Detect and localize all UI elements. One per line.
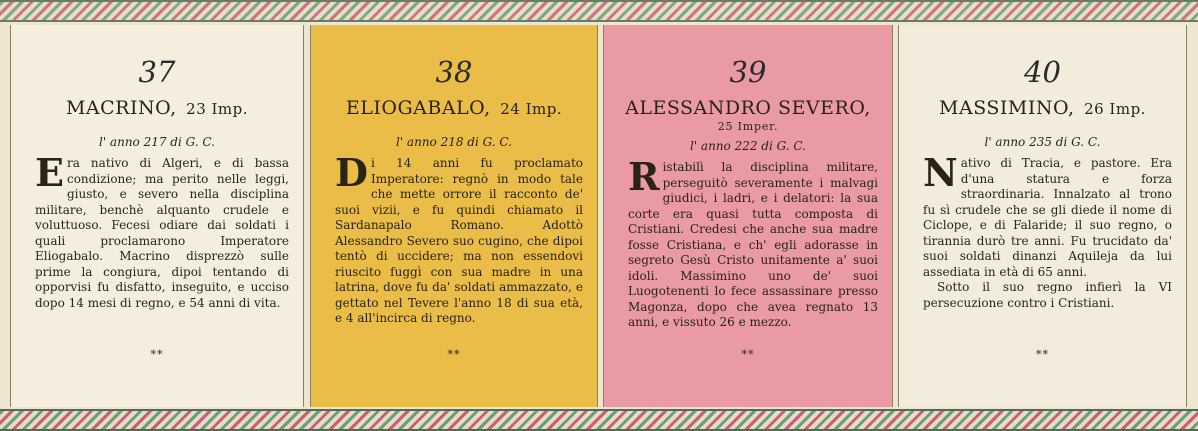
emperor-title (11, 97, 303, 119)
reign-year: l' anno 217 di G. C. (98, 135, 215, 149)
drop-cap: D (335, 150, 368, 195)
reign-year: l' anno 235 di G. C. (984, 135, 1101, 149)
emperor-name: MACRINO, (65, 97, 177, 119)
biography-body: istabilì la disciplina militare, perseguitò severamente i malvagi giudici, i ladri, e i delatori: la sua corte era quasi tutta composta di Cristiani. Credesi che anche sua madre fosse Cristiana, e ch' egli adorasse in segreto Gesù Cristo unitamente a' suoi idoli. Massimino uno de' suoi Luogotenenti lo fece assassinare presso Magonza, dopo che avea regnato 13 anni, e vissuto 26 e mezzo. (628, 160, 878, 329)
biography-text (35, 150, 289, 311)
ornament-stars: ** (1036, 348, 1049, 361)
card-number: 37 (138, 55, 176, 89)
biography-body: ra nativo di Algeri, e di bassa condizione; ma perito nelle leggi, giusto, e severo nella disciplina militare, benchè alquanto crudele e voluttuoso. Fecesi odiare dai soldati i quali proclamarono Imperatore Eliogabalo. Macrino disprezzò sulle prime la congiura, dipoi tentando di opporvisi fu disfatto, inseguito, e ucciso dopo 14 mesi di regno, e 54 anni di vita. (35, 156, 289, 310)
biography-body: i 14 anni fu proclamato Imperatore: regnò in modo tale che mette orrore il racconto de' suoi vizii, e fu quindi chiamato il Sardanapalo Romano. Adottò Alessandro Severo suo cugino, che dipoi tentò di uccidere; ma non essendovi riuscito fuggì con sua madre in una latrina, dove fu da' soldati ammazzato, e gettato nel Tevere l'anno 18 di sua età, e 4 all'incirca di regno. (335, 156, 583, 325)
biography-text (335, 150, 583, 327)
emperor-name: ALESSANDRO SEVERO, (625, 97, 871, 119)
emperor-title (899, 97, 1186, 119)
drop-cap: R (628, 154, 660, 199)
biography-text (628, 154, 878, 331)
emperor-card-38 (310, 25, 598, 407)
emperor-name: ELIOGABALO, (345, 97, 491, 119)
card-number: 40 (1024, 55, 1061, 89)
emperor-card-39 (603, 25, 893, 407)
ornament-stars: ** (741, 348, 755, 361)
emperor-ordinal: 23 Imp. (186, 100, 249, 118)
emperor-card-37 (10, 25, 304, 407)
emperor-title (604, 97, 892, 119)
emperor-ordinal: 25 Imper. (717, 120, 779, 133)
biography-note: Sotto il suo regno infierì la VI persecuzione contro i Cristiani. (923, 280, 1172, 310)
card-number: 38 (435, 55, 473, 89)
decorative-top-border (0, 0, 1198, 22)
drop-cap: E (35, 150, 64, 195)
ornament-stars: ** (150, 348, 164, 361)
emperor-title (311, 97, 597, 119)
ornament-stars: ** (447, 348, 461, 361)
emperor-name: MASSIMINO, (939, 97, 1075, 119)
emperor-ordinal: 26 Imp. (1084, 100, 1146, 118)
reign-year: l' anno 218 di G. C. (395, 135, 512, 149)
reign-year: l' anno 222 di G. C. (689, 139, 806, 153)
emperor-ordinal: 24 Imp. (500, 100, 563, 118)
biography-text (923, 150, 1172, 311)
emperor-card-40 (898, 25, 1187, 407)
drop-cap: N (923, 150, 958, 195)
card-number: 39 (729, 55, 767, 89)
biography-body: ativo di Tracia, e pastore. Era d'una statura e forza straordinaria. Innalzato al trono fu sì crudele che se gli diede il nome di Ciclope, e di Falaride; il suo regno, o tirannia durò tre anni. Fu trucidato da' suoi soldati dinanzi Aquileja da lui assediata in età di 65 anni. (923, 156, 1172, 279)
decorative-bottom-border (0, 409, 1198, 431)
